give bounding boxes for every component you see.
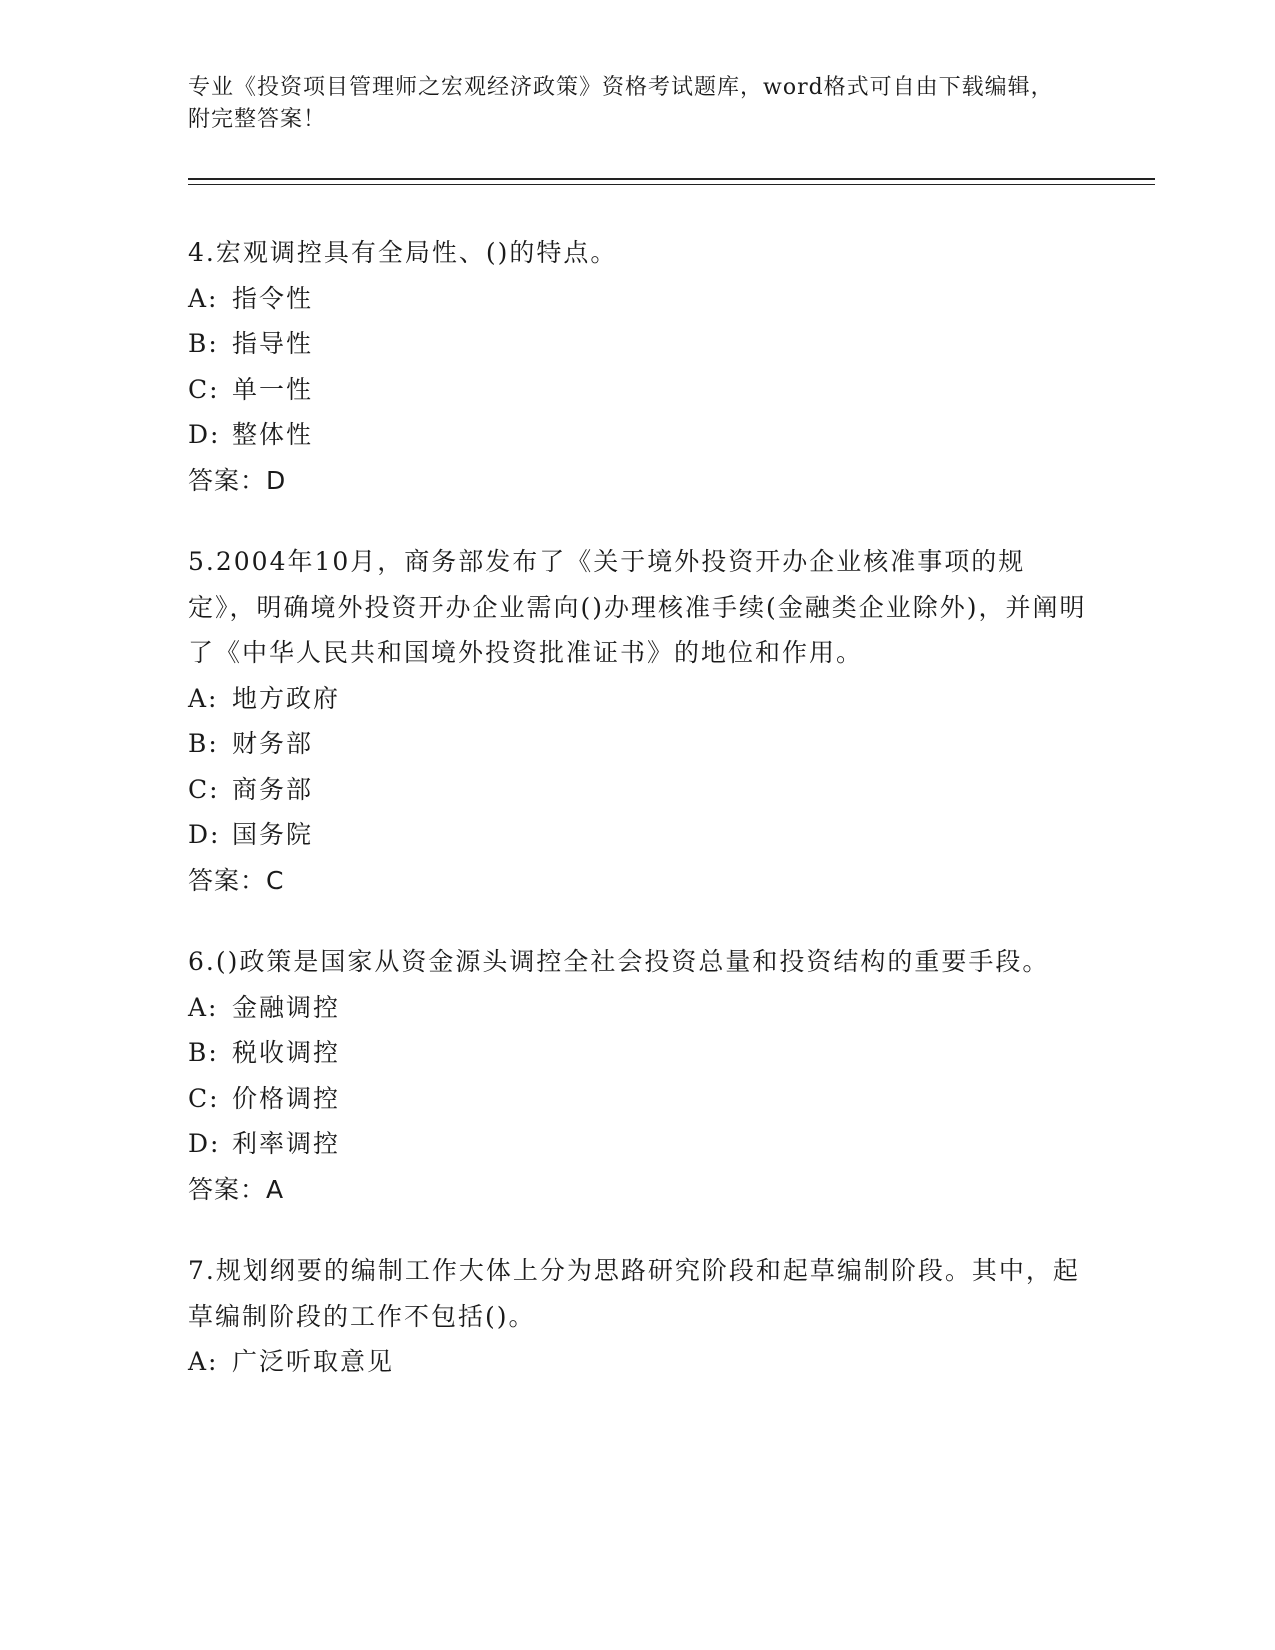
option-d (188, 412, 1088, 458)
option-text: 国务院 (232, 820, 314, 849)
option-text: 指导性 (232, 329, 314, 358)
header-divider-thick (188, 178, 1155, 180)
option-text: 价格调控 (232, 1083, 341, 1113)
document-header: 专业《投资项目管理师之宏观经济政策》资格考试题库，word格式可自由下载编辑，附完整答案！ (188, 75, 1054, 132)
option-text: 广泛听取意见 (232, 1347, 395, 1376)
option-a (188, 676, 1088, 722)
option-d (188, 1121, 1088, 1167)
option-letter: D: (188, 820, 221, 849)
option-letter: D: (188, 1129, 221, 1158)
option-a (188, 276, 1088, 322)
question-stem: 4.宏观调控具有全局性、()的特点。 (188, 238, 618, 267)
option-letter: B: (188, 729, 219, 758)
question-stem: 6.()政策是国家从资金源头调控全社会投资总量和投资结构的重要手段。 (188, 947, 1050, 976)
option-letter: C: (188, 774, 220, 804)
question-stem: 5.2004年10月，商务部发布了《关于境外投资开办企业核准事项的规定》，明确境外投资开办企业需向()办理核准手续(金融类企业除外)，并阐明了《中华人民共和国境外投资批准证书》的地位和作用。 (188, 547, 1087, 667)
question-list (188, 230, 1088, 1421)
option-letter: B: (188, 1038, 219, 1067)
option-text: 财务部 (232, 729, 314, 758)
question-5 (188, 539, 1088, 903)
option-text: 金融调控 (232, 992, 341, 1022)
option-letter: A: (188, 683, 219, 713)
option-letter: C: (188, 1083, 220, 1113)
option-b (188, 321, 1088, 367)
option-letter: C: (188, 374, 220, 404)
answer-line: 答案：D (188, 465, 287, 495)
option-c (188, 767, 1088, 813)
option-letter: A: (188, 283, 219, 313)
question-6 (188, 939, 1088, 1212)
option-b (188, 1030, 1088, 1076)
answer-line: 答案：A (188, 1174, 285, 1204)
option-c (188, 1076, 1088, 1122)
option-letter: A: (188, 992, 219, 1022)
option-letter: D: (188, 420, 221, 449)
option-c (188, 367, 1088, 413)
option-text: 单一性 (232, 374, 314, 404)
answer-line: 答案：C (188, 865, 285, 895)
header-divider-thin (188, 184, 1155, 185)
option-a (188, 1339, 1088, 1385)
question-7 (188, 1248, 1088, 1385)
question-stem: 7.规划纲要的编制工作大体上分为思路研究阶段和起草编制阶段。其中，起草编制阶段的工作不包括()。 (188, 1256, 1080, 1331)
question-4 (188, 230, 1088, 503)
option-text: 利率调控 (232, 1129, 341, 1158)
option-d (188, 812, 1088, 858)
option-letter: B: (188, 329, 219, 358)
option-text: 税收调控 (232, 1038, 341, 1067)
option-text: 指令性 (232, 283, 314, 313)
option-letter: A: (188, 1347, 219, 1376)
option-a (188, 985, 1088, 1031)
option-text: 商务部 (232, 774, 314, 804)
option-b (188, 721, 1088, 767)
option-text: 整体性 (232, 420, 314, 449)
option-text: 地方政府 (232, 683, 341, 713)
